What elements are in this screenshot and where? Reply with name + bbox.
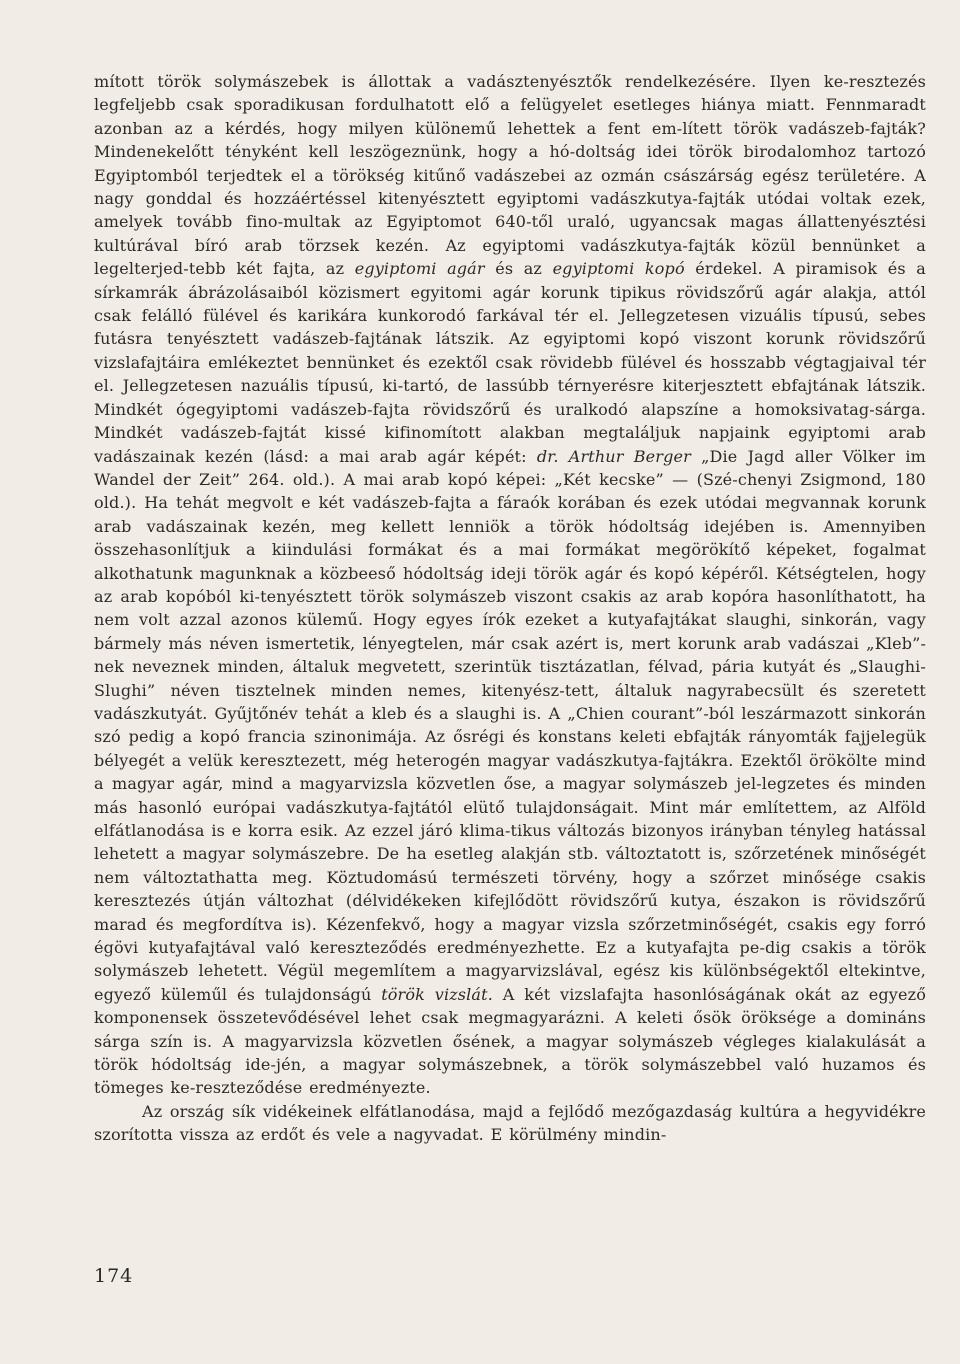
paragraph [94, 1100, 926, 1147]
italic-text-segment: egyiptomi agár [354, 259, 485, 279]
text-segment: A két vizslafajta hasonlóságának okát az egyező komponensek összetevődésével lehet csak megmagyarázni. A keleti ősök öröksége a domináns sárga szín is. A magyarvizsla közvetlen ősének, a magyar solymászeb végleges kialakulását a török hódoltság ide-jén, a magyar solymászebnek, a török solymászebbel való huzamos és tömeges ke-reszteződése eredményezte. [94, 984, 926, 1098]
text-segment: és az [484, 259, 553, 279]
text-segment: érdekel. A piramisok és a sírkamrák ábrázolásaiból közismert egyitomi agár korunk tipikus rövidszőrű agár alakja, attól csak felálló fülével és karikára kunkorodó farkával tér el. Jellegzetesen vizuális típusú, sebes futásra tenyésztett vadászeb-fajtának látszik. Az egyiptomi kopó viszont korunk rövidszőrű vizslafajtáira emlékeztet bennünket és ezektől csak rövidebb fülével és hosszabb végtagjaival tér el. Jellegzetesen nazuális típusú, ki-tartó, de lassúbb térnyerésre kiterjesztett ebfajtának látszik. Mindkét ógegyiptomi vadászeb-fajta rövidszőrű és uralkodó alapszíne a homoksivatag-sárga. Mindkét vadászeb-fajtát kissé kifinomított alakban megtaláljuk napjaink egyiptomi arab vadászainak kezén (lásd: a mai arab agár képét: [94, 259, 926, 466]
text-segment: Az ország sík vidékeinek elfátlanodása, majd a fejlődő mezőgazdaság kultúra a hegyvidékre szorította vissza az erdőt és vele a nagyvadat. E körülmény mindin- [94, 1101, 926, 1145]
italic-text-segment: dr. Arthur Berger [536, 446, 691, 466]
page-number: 174 [94, 1265, 134, 1287]
text-segment: mított török solymászebek is állottak a vadásztenyésztők rendelkezésére. Ilyen ke-resztezés legfeljebb csak sporadikusan fordulhatott elő a felügyelet esetleges hiánya miatt. Fennmaradt azonban az a kérdés, hogy milyen különemű lehettek a fent em-lített török vadászeb-fajták? Mindenekelőtt tényként kell leszögeznünk, hogy a hó-doltság idei török birodalomhoz tartozó Egyiptomból terjedtek el a törökség kitűnő vadászebei az ozmán császárság egész területére. A nagy gonddal és hozzáértéssel kitenyésztett egyiptomi vadászkutya-fajták utódai voltak ezek, amelyek tovább fino-multak az Egyiptomot 640-től uraló, ugyancsak magas állattenyésztési kultúrával bíró arab törzsek kezén. Az egyiptomi vadászkutya-fajták közül bennünket a legelterjed-tebb két fajta, az [94, 72, 926, 279]
italic-text-segment: török vizslát. [381, 984, 493, 1004]
italic-text-segment: egyiptomi kopó [552, 259, 685, 279]
body-text [94, 70, 926, 1147]
paragraph [94, 70, 926, 1100]
text-segment: „Die Jagd aller Völker im Wandel der Zeit” 264. old.). A mai arab kopó képei: „Két kecske” — (Szé-chenyi Zsigmond, 180 old.). Ha tehát megvolt e két vadászeb-fajta a fáraók korában és ezek utódai megvannak korunk arab vadászainak kezén, meg kellett lenniök a török hódoltság idejében is. Amennyiben összehasonlítjuk a kiindulási formákat és a mai formákat megörökítő képeket, fogalmat alkothatunk magunknak a közbeeső hódoltság ideji török agár és kopó képéről. Kétségtelen, hogy az arab kopóból ki-tenyésztett török solymászeb viszont csakis az arab kopóra hasonlíthatott, ha nem volt azzal azonos külemű. Hogy egyes írók ezeket a kutyafajtákat slaughi, sinkorán, vagy bármely más néven ismertetik, lényegtelen, már csak azért is, mert korunk arab vadászai „Kleb”-nek neveznek minden, általuk megvetett, szerintük tisztázatlan, félvad, pária kutyát és „Slaughi-Slughi” néven tisztelnek minden nemes, kitenyész-tett, általuk nagyrabecsült és szeretett vadászkutyát. Gyűjtőnév tehát a kleb és a slaughi is. A „Chien courant”-ból leszármazott sinkorán szó pedig a kopó francia szinonimája. Az ősrégi és konstans keleti ebfajták rányomták fajjelegük bélyegét a velük keresztezett, még heterogén magyar vadászkutya-fajtákra. Ezektől örökölte mind a magyar agár, mind a magyarvizsla közvetlen őse, a magyar solymászeb jel-legzetes és minden más hasonló európai vadászkutya-fajtától elütő tulajdonságait. Mint már említettem, az Alföld elfátlanodása is e korra esik. Az ezzel járó klima-tikus változás bizonyos irányban tényleg hatással lehetett a magyar solymászebre. De ha esetleg alakján stb. változtatott is, szőrzetének minőségét nem változtathatta meg. Köztudomású természeti törvény, hogy a szőrzet minősége csakis keresztezés útján változhat (délvidékeken kifejlődött rövidszőrű kutya, északon is rövidszőrű marad és megfordítva is). Kézenfekvő, hogy a magyar vizsla szőrzetminőségét, csakis egy forró égövi kutyafajtával való kereszteződés eredményezhette. Ez a kutyafajta pe-dig csakis a török solymászeb lehetett. Végül megemlítem a magyarvizslával, egész kis különbségektől eltekintve, egyező küleműl és tulajdonságú [94, 446, 926, 1004]
